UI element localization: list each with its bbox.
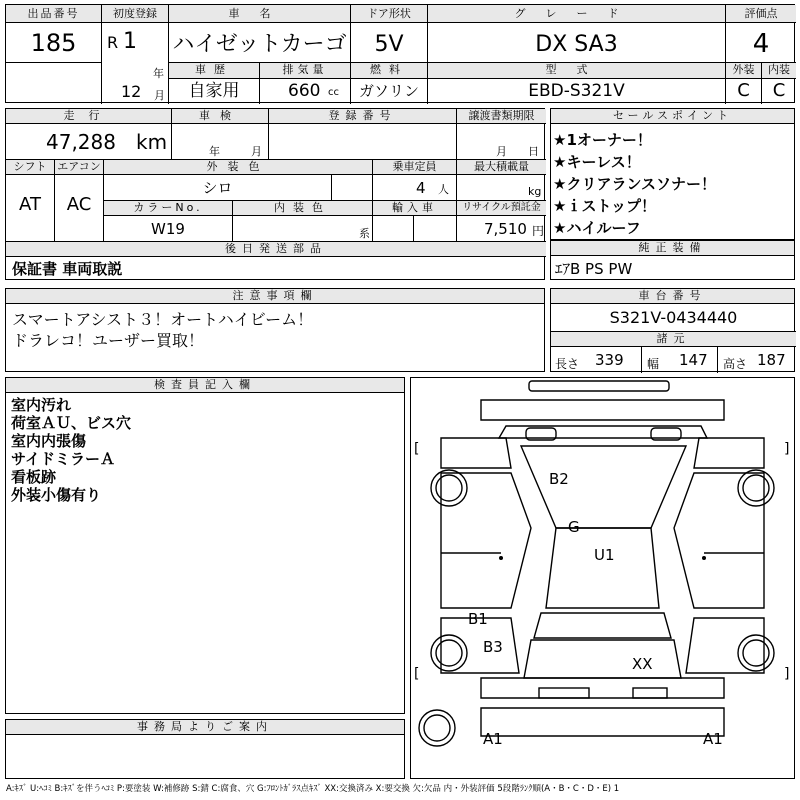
height-label: 高さ	[723, 357, 748, 371]
transfer-label: 譲渡書類期限	[457, 109, 546, 124]
sales-point-item: ★クリアランスソナー！	[553, 175, 716, 193]
height: 187	[757, 351, 786, 369]
mileage: 47,288	[46, 130, 116, 154]
notes-label: 注意事項欄	[6, 289, 544, 304]
inspection-month: 月	[251, 145, 262, 158]
svg-text:[: [	[414, 441, 420, 457]
inspector-line: 室内汚れ	[11, 396, 72, 414]
month: 12	[121, 82, 142, 101]
sales-point-item: ★ｉストップ！	[553, 197, 656, 215]
inspector-lines	[11, 396, 131, 504]
color-no-label: カラーNo.	[104, 201, 232, 216]
svg-text:]: ]	[784, 441, 790, 457]
sales-points-label: セールスポイント	[551, 109, 794, 124]
ext-color-label: 外装色	[104, 160, 372, 175]
capacity-label: 乗車定員	[373, 160, 456, 175]
door-label: ドア形状	[351, 5, 427, 23]
color-no: W19	[151, 220, 185, 238]
chassis-block	[550, 288, 795, 372]
ac-label: エアコン	[55, 160, 103, 175]
interior-label: 内装	[762, 63, 796, 79]
equipment-label: 純正装備	[551, 241, 794, 256]
damage-mark-b2: B2	[549, 470, 569, 488]
mileage-label: 走行	[6, 109, 171, 124]
displacement: 660	[288, 81, 321, 101]
later-parts-label: 後日発送部品	[6, 242, 546, 257]
inspection-label: 車検	[172, 109, 268, 124]
office-block	[5, 719, 405, 779]
damage-mark-g: G	[568, 518, 580, 536]
score-label: 評価点	[726, 5, 796, 23]
ext-color: シロ	[202, 179, 233, 197]
damage-mark-b3: B3	[483, 638, 503, 656]
displacement-unit: cc	[328, 87, 339, 98]
max-load-unit: kg	[528, 185, 542, 198]
damage-diagram	[410, 377, 795, 779]
inspector-line: 看板跡	[11, 468, 57, 486]
interior-grade: C	[772, 80, 786, 101]
damage-mark-a1-left: A1	[483, 730, 503, 748]
inspector-line: 外装小傷有り	[11, 486, 102, 504]
inspector-line: サイドミラーＡ	[11, 450, 115, 468]
fuel-label: 燃料	[351, 63, 427, 79]
sales-point-item: ★ハイルーフ	[553, 219, 641, 237]
grade-label: グレード	[428, 5, 725, 23]
inspector-block	[5, 377, 405, 714]
svg-text:[: [	[414, 666, 420, 682]
notes-line-1: スマートアシスト３！オートハイビーム！	[12, 310, 314, 329]
model-label: 型式	[428, 63, 725, 79]
transfer-day: 日	[528, 145, 539, 158]
score: 4	[752, 29, 770, 59]
inspector-line: 荷室ＡＵ、ビス穴	[11, 414, 132, 432]
damage-mark-xx: XX	[632, 655, 653, 673]
equipment-value: ｴｱB PS PW	[555, 260, 633, 278]
svg-text:]: ]	[784, 666, 790, 682]
inspector-label: 検査員記入欄	[6, 378, 404, 393]
door: 5V	[374, 32, 404, 57]
transfer-month: 月	[496, 145, 507, 158]
specs-label: 諸元	[551, 332, 796, 347]
car-name: ハイゼットカーゴ	[172, 32, 347, 57]
equipment-block	[550, 240, 795, 280]
recycle: 7,510	[484, 220, 527, 238]
shift-label: シフト	[6, 160, 54, 175]
max-load-label: 最大積載量	[457, 160, 546, 175]
fuel: ガソリン	[358, 82, 419, 100]
width: 147	[679, 351, 708, 369]
lot-no-label: 出品番号	[6, 5, 101, 23]
reg-no-label: 登録番号	[269, 109, 456, 124]
recycle-label: リサイクル預託金	[457, 201, 546, 216]
office-label: 事務局よりご案内	[6, 720, 404, 735]
model: EBD-S321V	[528, 81, 625, 101]
first-reg-label: 初度登録	[102, 5, 168, 23]
length-label: 長さ	[555, 357, 580, 371]
notes-block	[5, 288, 545, 372]
displacement-label: 排気量	[260, 63, 350, 79]
car-diagram-svg	[411, 378, 794, 778]
sales-points-block	[550, 108, 795, 240]
grade: DX SA3	[535, 32, 618, 57]
car-name-label: 車名	[169, 5, 350, 23]
ac: AC	[66, 194, 92, 215]
damage-mark-b1: B1	[468, 610, 488, 628]
shift: AT	[19, 194, 41, 215]
history-label: 車歴	[169, 63, 259, 79]
capacity: 4	[416, 179, 426, 197]
import-label: 輸入車	[373, 201, 456, 216]
int-color-label: 内装色	[233, 201, 372, 216]
sales-point-item: ★1オーナー！	[553, 131, 652, 149]
vehicle-details-block	[5, 108, 545, 280]
year-num: 1	[123, 29, 137, 54]
notes-line-2: ドラレコ！ユーザー買取！	[12, 331, 205, 350]
chassis-label: 車台番号	[551, 289, 794, 304]
exterior-label: 外装	[726, 63, 761, 79]
recycle-unit: 円	[532, 224, 545, 238]
width-label: 幅	[647, 357, 660, 371]
month-label: 月	[154, 89, 165, 102]
int-color-unit: 系	[359, 227, 370, 240]
inspector-line: 室内内張傷	[11, 432, 87, 450]
legend: A:ｷｽﾞ U:ﾍｺﾐ B:ｷｽﾞを伴うﾍｺﾐ P:要塗装 W:補修跡 S:錆 C:腐食、穴 G:ﾌﾛﾝﾄｶﾞﾗｽ点ｷｽﾞ XX:交換済み X:要交換 欠:欠品 内・外装評価 5段階ﾗﾝｸ順(A・B・C・D・E) 1	[6, 784, 620, 794]
era: R	[107, 33, 119, 52]
lot-no: 185	[30, 29, 77, 57]
later-parts: 保証書 車両取説	[12, 260, 123, 278]
damage-mark-a1-right: A1	[703, 730, 723, 748]
sales-point-item: ★キーレス！	[553, 153, 641, 171]
capacity-unit: 人	[438, 183, 449, 196]
sales-points-list	[553, 129, 716, 239]
year-label: 年	[153, 67, 164, 80]
chassis-value: S321V-0434440	[609, 308, 738, 327]
inspection-year: 年	[209, 145, 220, 158]
header-block	[5, 4, 795, 103]
length: 339	[595, 351, 624, 369]
mileage-unit: km	[136, 130, 168, 154]
history: 自家用	[188, 81, 240, 101]
exterior-grade: C	[737, 80, 750, 101]
damage-mark-u1: U1	[594, 546, 615, 564]
